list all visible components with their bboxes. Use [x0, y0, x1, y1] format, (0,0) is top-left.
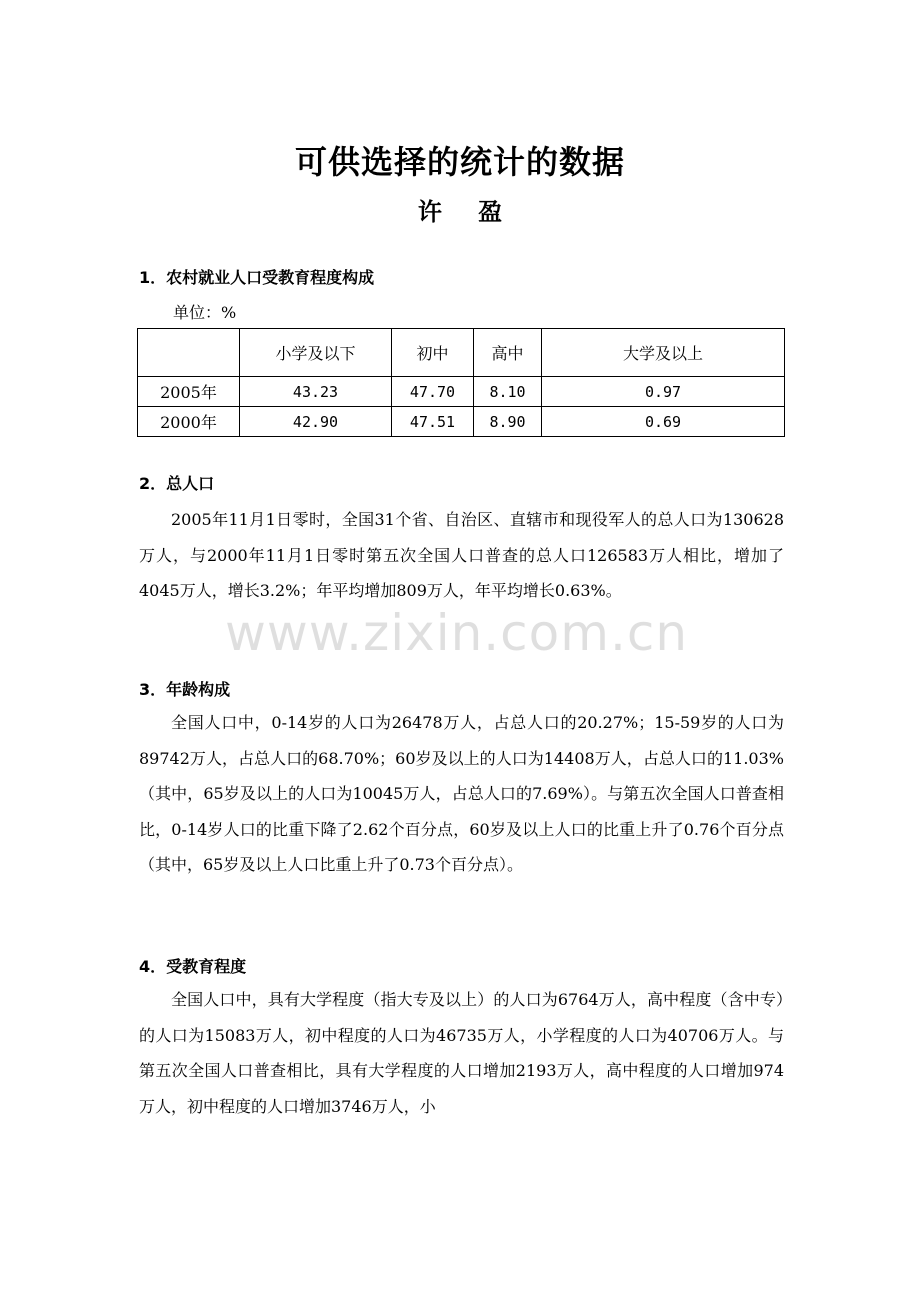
table-cell: 8.90	[474, 407, 542, 437]
document-title: 可供选择的统计的数据	[294, 143, 625, 181]
table-row	[138, 407, 785, 437]
table-header-cell: 大学及以上	[542, 329, 785, 377]
paragraph-education-level: 全国人口中，具有大学程度（指大专及以上）的人口为6764万人，高中程度（含中专）的人口为15083万人，初中程度的人口为46735万人，小学程度的人口为40706万人。与第五次全国人口普查相比，具有大学程度的人口增加2193万人，高中程度的人口增加974万人，初中程度的人口增加3746万人，小	[139, 990, 784, 1116]
author-name	[0, 192, 920, 227]
table-header-cell: 高中	[474, 329, 542, 377]
table-cell: 47.70	[392, 377, 474, 407]
table-cell-year: 2005年	[138, 377, 240, 407]
paragraph-total-population: 2005年11月1日零时，全国31个省、自治区、直辖市和现役军人的总人口为130628万人，与2000年11月1日零时第五次全国人口普查的总人口126583万人相比，增加了4045万人，增长3.2%；年平均增加809万人，年平均增长0.63%。	[139, 510, 784, 600]
table-row	[138, 377, 785, 407]
table-cell: 8.10	[474, 377, 542, 407]
table-cell: 0.97	[542, 377, 785, 407]
section-heading-2: 2．总人口	[139, 474, 215, 493]
table-cell-year: 2000年	[138, 407, 240, 437]
table-cell: 43.23	[240, 377, 392, 407]
table-header-cell: 初中	[392, 329, 474, 377]
table-cell: 42.90	[240, 407, 392, 437]
watermark: www.zixin.com.cn	[225, 604, 689, 662]
paragraph-age-structure: 全国人口中，0-14岁的人口为26478万人，占总人口的20.27%；15-59岁的人口为89742万人，占总人口的68.70%；60岁及以上的人口为14408万人，占总人口的11.03%（其中，65岁及以上的人口为10045万人，占总人口的7.69%）。与第五次全国人口普查相比，0-14岁人口的比重下降了2.62个百分点，60岁及以上人口的比重上升了0.76个百分点（其中，65岁及以上人口比重上升了0.73个百分点）。	[139, 713, 784, 874]
table-header-row	[138, 329, 785, 377]
section-heading-3: 3．年龄构成	[139, 680, 231, 699]
section-heading-1: 1．农村就业人口受教育程度构成	[139, 268, 375, 287]
author-name-char: 盈	[478, 198, 503, 226]
table-cell: 0.69	[542, 407, 785, 437]
table-cell: 47.51	[392, 407, 474, 437]
section-heading-4: 4．受教育程度	[139, 957, 247, 976]
education-table	[137, 328, 785, 437]
table-header-cell	[138, 329, 240, 377]
table-unit: 单位：%	[173, 303, 237, 322]
author-name-char: 许	[417, 198, 442, 226]
table-header-cell: 小学及以下	[240, 329, 392, 377]
